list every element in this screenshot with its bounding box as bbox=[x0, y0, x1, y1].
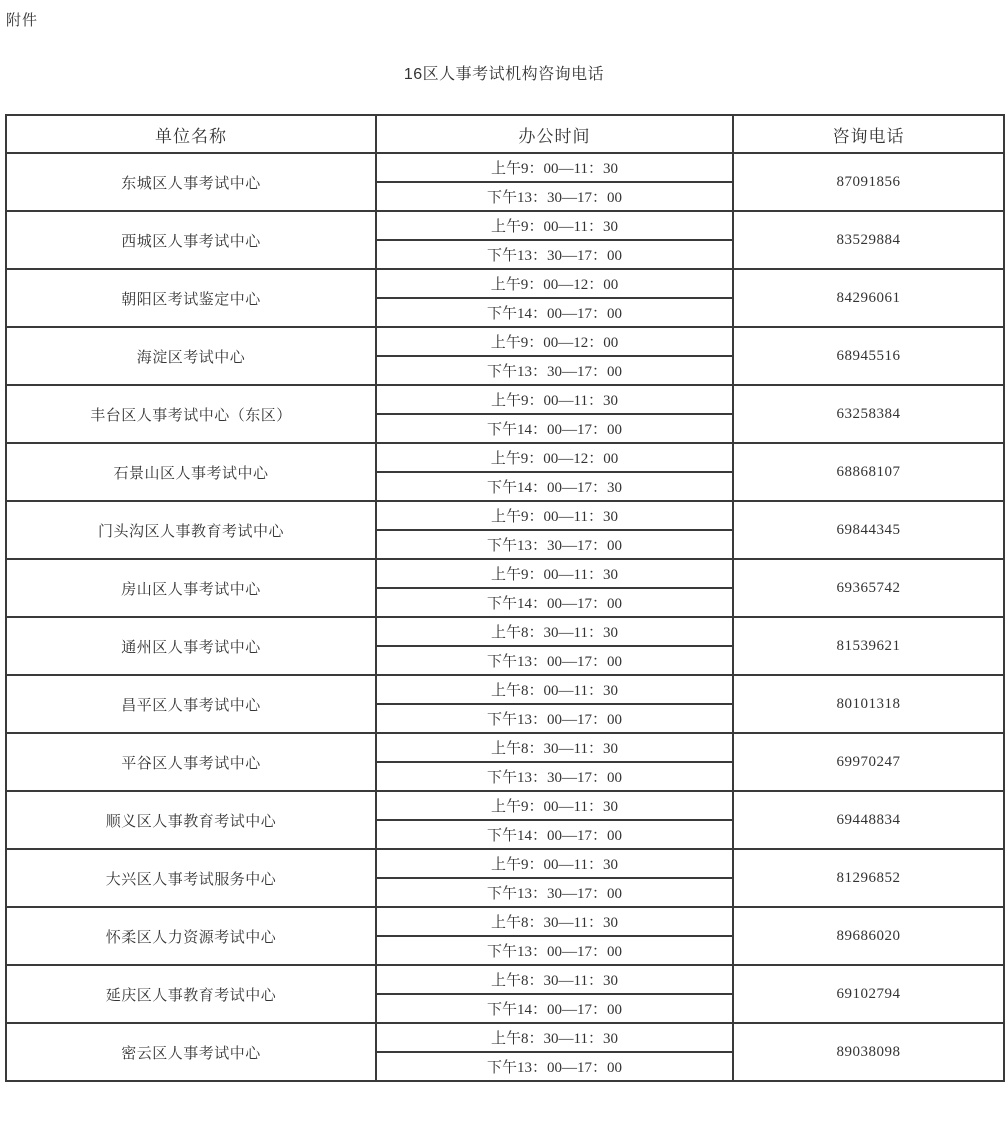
unit-name-cell: 昌平区人事考试中心 bbox=[6, 675, 376, 733]
afternoon-hours-cell: 下午13：00—17：00 bbox=[376, 704, 733, 733]
header-row bbox=[6, 115, 1004, 153]
table-row bbox=[6, 1023, 1004, 1052]
phone-table bbox=[5, 114, 1005, 1082]
phone-number-cell: 69448834 bbox=[733, 791, 1004, 849]
afternoon-hours-cell: 下午14：00—17：00 bbox=[376, 994, 733, 1023]
table-row bbox=[6, 559, 1004, 588]
phone-number-cell: 69970247 bbox=[733, 733, 1004, 791]
unit-name-cell: 西城区人事考试中心 bbox=[6, 211, 376, 269]
header-unit-name: 单位名称 bbox=[6, 115, 376, 153]
morning-hours-cell: 上午8：30—11：30 bbox=[376, 617, 733, 646]
afternoon-hours-cell: 下午13：30—17：00 bbox=[376, 530, 733, 559]
phone-number-cell: 80101318 bbox=[733, 675, 1004, 733]
table-row bbox=[6, 907, 1004, 936]
afternoon-hours-cell: 下午13：30—17：00 bbox=[376, 356, 733, 385]
unit-name-cell: 朝阳区考试鉴定中心 bbox=[6, 269, 376, 327]
unit-name-cell: 丰台区人事考试中心（东区） bbox=[6, 385, 376, 443]
morning-hours-cell: 上午8：00—11：30 bbox=[376, 675, 733, 704]
unit-name-cell: 门头沟区人事教育考试中心 bbox=[6, 501, 376, 559]
unit-name-cell: 东城区人事考试中心 bbox=[6, 153, 376, 211]
table-row bbox=[6, 733, 1004, 762]
afternoon-hours-cell: 下午13：00—17：00 bbox=[376, 936, 733, 965]
table-row bbox=[6, 211, 1004, 240]
phone-number-cell: 69844345 bbox=[733, 501, 1004, 559]
phone-number-cell: 84296061 bbox=[733, 269, 1004, 327]
page-title: 16区人事考试机构咨询电话 bbox=[403, 66, 605, 83]
phone-number-cell: 81296852 bbox=[733, 849, 1004, 907]
morning-hours-cell: 上午9：00—12：00 bbox=[376, 269, 733, 298]
unit-name-cell: 房山区人事考试中心 bbox=[6, 559, 376, 617]
unit-name-cell: 海淀区考试中心 bbox=[6, 327, 376, 385]
morning-hours-cell: 上午9：00—11：30 bbox=[376, 211, 733, 240]
phone-number-cell: 89038098 bbox=[733, 1023, 1004, 1081]
morning-hours-cell: 上午8：30—11：30 bbox=[376, 965, 733, 994]
unit-name-cell: 顺义区人事教育考试中心 bbox=[6, 791, 376, 849]
afternoon-hours-cell: 下午13：00—17：00 bbox=[376, 646, 733, 675]
unit-name-cell: 大兴区人事考试服务中心 bbox=[6, 849, 376, 907]
afternoon-hours-cell: 下午13：30—17：00 bbox=[376, 240, 733, 269]
phone-number-cell: 83529884 bbox=[733, 211, 1004, 269]
morning-hours-cell: 上午8：30—11：30 bbox=[376, 733, 733, 762]
table-row bbox=[6, 617, 1004, 646]
unit-name-cell: 通州区人事考试中心 bbox=[6, 617, 376, 675]
afternoon-hours-cell: 下午14：00—17：00 bbox=[376, 298, 733, 327]
afternoon-hours-cell: 下午14：00—17：30 bbox=[376, 472, 733, 501]
morning-hours-cell: 上午9：00—12：00 bbox=[376, 327, 733, 356]
header-office-hours: 办公时间 bbox=[376, 115, 733, 153]
morning-hours-cell: 上午9：00—11：30 bbox=[376, 153, 733, 182]
unit-name-cell: 密云区人事考试中心 bbox=[6, 1023, 376, 1081]
phone-number-cell: 63258384 bbox=[733, 385, 1004, 443]
morning-hours-cell: 上午8：30—11：30 bbox=[376, 907, 733, 936]
attachment-label: 附件 bbox=[6, 12, 39, 29]
afternoon-hours-cell: 下午14：00—17：00 bbox=[376, 588, 733, 617]
phone-number-cell: 68945516 bbox=[733, 327, 1004, 385]
table-row bbox=[6, 385, 1004, 414]
phone-table-body bbox=[6, 153, 1004, 1081]
afternoon-hours-cell: 下午13：30—17：00 bbox=[376, 762, 733, 791]
morning-hours-cell: 上午9：00—11：30 bbox=[376, 791, 733, 820]
afternoon-hours-cell: 下午13：30—17：00 bbox=[376, 878, 733, 907]
unit-name-cell: 石景山区人事考试中心 bbox=[6, 443, 376, 501]
table-row bbox=[6, 501, 1004, 530]
morning-hours-cell: 上午9：00—11：30 bbox=[376, 385, 733, 414]
table-row bbox=[6, 965, 1004, 994]
afternoon-hours-cell: 下午13：30—17：00 bbox=[376, 182, 733, 211]
unit-name-cell: 平谷区人事考试中心 bbox=[6, 733, 376, 791]
unit-name-cell: 怀柔区人力资源考试中心 bbox=[6, 907, 376, 965]
phone-number-cell: 69102794 bbox=[733, 965, 1004, 1023]
morning-hours-cell: 上午8：30—11：30 bbox=[376, 1023, 733, 1052]
phone-number-cell: 87091856 bbox=[733, 153, 1004, 211]
morning-hours-cell: 上午9：00—11：30 bbox=[376, 501, 733, 530]
table-row bbox=[6, 675, 1004, 704]
phone-number-cell: 68868107 bbox=[733, 443, 1004, 501]
afternoon-hours-cell: 下午13：00—17：00 bbox=[376, 1052, 733, 1081]
header-phone: 咨询电话 bbox=[733, 115, 1004, 153]
table-row bbox=[6, 791, 1004, 820]
morning-hours-cell: 上午9：00—11：30 bbox=[376, 559, 733, 588]
table-row bbox=[6, 269, 1004, 298]
phone-number-cell: 69365742 bbox=[733, 559, 1004, 617]
phone-table-header bbox=[6, 115, 1004, 153]
phone-number-cell: 81539621 bbox=[733, 617, 1004, 675]
unit-name-cell: 延庆区人事教育考试中心 bbox=[6, 965, 376, 1023]
table-row bbox=[6, 153, 1004, 182]
phone-number-cell: 89686020 bbox=[733, 907, 1004, 965]
morning-hours-cell: 上午9：00—12：00 bbox=[376, 443, 733, 472]
morning-hours-cell: 上午9：00—11：30 bbox=[376, 849, 733, 878]
table-row bbox=[6, 443, 1004, 472]
table-row bbox=[6, 327, 1004, 356]
afternoon-hours-cell: 下午14：00—17：00 bbox=[376, 820, 733, 849]
table-row bbox=[6, 849, 1004, 878]
afternoon-hours-cell: 下午14：00—17：00 bbox=[376, 414, 733, 443]
